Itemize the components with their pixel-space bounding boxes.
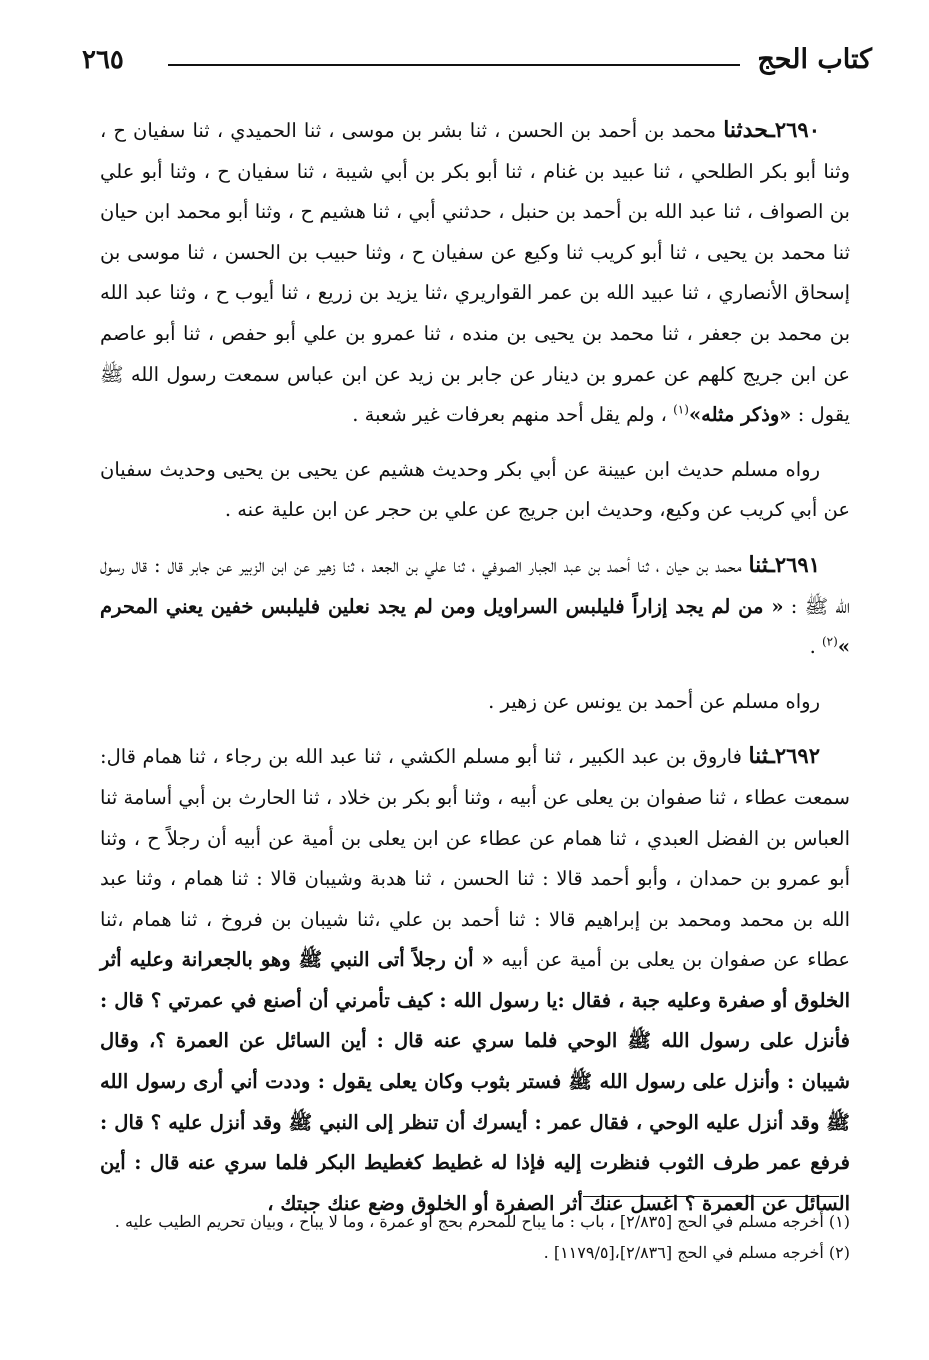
hadith-number: ٢٦٩١ <box>774 551 820 577</box>
footnote-2: (٢) أخرجه مسلم في الحج [٢/٨٣٦]،[١١٧٩/٥] . <box>543 1243 850 1262</box>
hadith-closing: ، ولم يقل أحد منهم بعرفات غير شعبة . <box>352 403 667 427</box>
hadith-number: ٢٦٩٠ <box>774 117 820 142</box>
hadith-closing: . <box>809 635 816 659</box>
hadith-number: ٢٦٩٢ <box>774 743 820 769</box>
matn-quote: « من لم يجد إزاراً فليلبس السراويل ومن لم يجد نعلين فليلبس خفين يعني المحرم » <box>100 594 850 659</box>
header-rule <box>168 64 740 66</box>
footnote-1: (١) أخرجه مسلم في الحج [٢/٨٣٥] ، باب : ما يباح للمحرم بحج أو عمرة ، وما لا يباح ، وبيان تحريم الطيب عليه . <box>114 1212 850 1231</box>
book-title: كتاب الحج <box>757 44 872 75</box>
isnad-text: محمد بن حيان ، ثنا أحمد بن عبد الجبار الصوفي ، ثنا علي بن الجعد ، ثنا زهير عن ابن الزبير عن جابر قال : قال رسول الله ﷺ : <box>100 553 851 618</box>
footnote-separator <box>583 1196 839 1197</box>
narration-keyword: حدثنا <box>723 117 769 143</box>
main-text <box>100 110 850 1224</box>
riwaya-text: رواه مسلم حديث ابن عيينة عن أبي بكر وحديث هشيم عن يحيى بن يحيى وحديث سفيان عن أبي كريب عن وكيع، وحديث ابن جريج عن علي بن حجر عن ابن علية عنه . <box>100 457 850 522</box>
isnad-text: فاروق بن عبد الكبير ، ثنا أبو مسلم الكشي ، ثنا عبد الله بن رجاء ، ثنا همام قال: سمعت عطاء ، ثنا صفوان بن يعلى عن أبيه ، وثنا أبو بكر بن خلاد ، ثنا الحارث بن أبي أسامة ثنا العباس بن الفضل العبدي ، ثنا همام عن عطاء عن ابن يعلى بن أمية عن أبيه أن رجلاً ح ، وثنا أبو عمرو بن حمدان ، وأبو أحمد قالا : ثنا الحسن ، ثنا هدبة وشيبان قالا : ثنا همام ، وثنا عبد الله بن محمد ومحمد بن إبراهيم قالا : ثنا أحمد بن علي ،ثنا شيبان بن فروخ ، ثنا همام ،ثنا عطاء عن صفوان بن يعلى بن أمية عن أبيه <box>100 745 851 972</box>
matn-quote: « أن رجلاً أتى النبي ﷺ وهو بالجعرانة وعليه أثر الخلوق أو صفرة وعليه جبة ، فقال :يا رسول الله : كيف تأمرني أن أصنع في عمرتي ؟ قال : فأنزل على رسول الله ﷺ الوحي فلما سري عنه قال : أين السائل عن العمرة ؟، وقال شيبان : وأنزل على رسول الله ﷺ فستر بثوب وكان يعلى يقول : وددت أني أرى رسول الله ﷺ وقد أنزل عليه الوحي ، فقال عمر : أيسرك أن تنظر إلى النبي ﷺ وقد أنزل عليه ؟ قال : فرفع عمر طرف الثوب فنظرت إليه فإذا له غطيط كغطيط البكر فلما سري عنه قال : أين السائل عن العمرة ؟ اغسل عنك أثر الصفرة أو الخلوق وضع عنك جبتك ، <box>100 948 850 1215</box>
footnotes <box>100 1206 850 1268</box>
footnote-ref: (١) <box>673 402 689 417</box>
riwaya-note <box>100 682 850 723</box>
narration-keyword: ثنا <box>748 743 769 770</box>
hadith-2690: ٢٦٩٠ـحدثنا محمد بن أحمد بن الحسن ، ثنا بشر بن موسى ، ثنا الحميدي ، ثنا سفيان ح ، وثنا أبو بكر الطلحي ، ثنا عبيد بن غنام ، ثنا أبو بكر بن أبي شيبة ، ثنا سفيان ح ، وثنا أبو علي بن الصواف ، ثنا عبد الله بن أحمد بن حنبل ، حدثني أبي ، ثنا هشيم ح ، وثنا أبو محمد ابن حيان ثنا محمد بن يحيى ، ثنا أبو كريب ثنا وكيع عن سفيان ح ، وثنا حبيب بن الحسن ، ثنا موسى بن إسحاق الأنصاري ، ثنا عبيد الله بن عمر القواريري ،ثنا يزيد بن زريع ، ثنا أيوب ح ، وثنا عبد الله بن محمد بن جعفر ، ثنا محمد بن يحيى بن منده ، ثنا عمرو بن علي أبو حفص ، ثنا أبو عاصم عن ابن جريج كلهم عن عمرو بن دينار عن جابر بن زيد عن ابن عباس سمعت رسول الله ﷺ يقول : «وذكر مثله»$^{(١)}$ ، ولم يقل أحد منهم بعرفات غير شعبة . <box>100 117 850 427</box>
matn-quote: «وذكر مثله» <box>688 403 792 427</box>
footnote-ref: (٢) <box>821 634 838 649</box>
hadith-2692: ٢٦٩٢ـثنا فاروق بن عبد الكبير ، ثنا أبو مسلم الكشي ، ثنا عبد الله بن رجاء ، ثنا همام قال: سمعت عطاء ، ثنا صفوان بن يعلى عن أبيه ، وثنا أبو بكر بن خلاد ، ثنا الحارث بن أبي أسامة ثنا العباس بن الفضل العبدي ، ثنا همام عن عطاء عن ابن يعلى بن أمية عن أبيه أن رجلاً ح ، وثنا أبو عمرو بن حمدان ، وأبو أحمد قالا : ثنا الحسن ، ثنا هدبة وشيبان قالا : ثنا همام ، وثنا عبد الله بن محمد ومحمد بن إبراهيم قالا : ثنا أحمد بن علي ،ثنا شيبان بن فروخ ، ثنا همام ،ثنا عطاء عن صفوان بن يعلى بن أمية عن أبيه « أن رجلاً أتى النبي ﷺ وهو بالجعرانة وعليه أثر الخلوق أو صفرة وعليه جبة ، فقال :يا رسول الله : كيف تأمرني أن أصنع في عمرتي ؟ قال : فأنزل على رسول الله ﷺ الوحي فلما سري عنه قال : أين السائل عن العمرة ؟، وقال شيبان : وأنزل على رسول الله ﷺ فستر بثوب وكان يعلى يقول : وددت أني أرى رسول الله ﷺ وقد أنزل عليه الوحي ، فقال عمر : أيسرك أن تنظر إلى النبي ﷺ وقد أنزل عليه ؟ قال : فرفع عمر طرف الثوب فنظرت إليه فإذا له غطيط كغطيط البكر فلما سري عنه قال : أين السائل عن العمرة ؟ اغسل عنك أثر الصفرة أو الخلوق وضع عنك جبتك ، <box>100 743 851 1215</box>
isnad-text: محمد بن أحمد بن الحسن ، ثنا بشر بن موسى ، ثنا الحميدي ، ثنا سفيان ح ، وثنا أبو بكر الطلحي ، ثنا عبيد بن غنام ، ثنا أبو بكر بن أبي شيبة ، ثنا سفيان ح ، وثنا أبو علي بن الصواف ، ثنا عبد الله بن أحمد بن حنبل ، حدثني أبي ، ثنا هشيم ح ، وثنا أبو محمد ابن حيان ثنا محمد بن يحيى ، ثنا أبو كريب ثنا وكيع عن سفيان ح ، وثنا حبيب بن الحسن ، ثنا موسى بن إسحاق الأنصاري ، ثنا عبيد الله بن عمر القواريري ،ثنا يزيد بن زريع ، ثنا أيوب ح ، وثنا عبد الله بن محمد بن جعفر ، ثنا محمد بن يحيى بن منده ، ثنا عمرو بن علي أبو حفص ، ثنا أبو عاصم عن ابن جريج كلهم عن عمرو بن دينار عن جابر بن زيد عن ابن عباس سمعت رسول الله ﷺ يقول : <box>100 119 850 427</box>
hadith-2691: ٢٦٩١ـثنا محمد بن حيان ، ثنا أحمد بن عبد الجبار الصوفي ، ثنا علي بن الجعد ، ثنا زهير عن ابن الزبير عن جابر قال : قال رسول الله ﷺ : « من لم يجد إزاراً فليلبس السراويل ومن لم يجد نعلين فليلبس خفين يعني المحرم »$^{(٢)}$ . <box>100 551 851 659</box>
page-number: ٢٦٥ <box>82 45 124 75</box>
narration-keyword: ثنا <box>748 551 769 578</box>
riwaya-text: رواه مسلم عن أحمد بن يونس عن زهير . <box>488 689 820 713</box>
riwaya-note <box>100 450 850 531</box>
running-header <box>82 40 872 84</box>
